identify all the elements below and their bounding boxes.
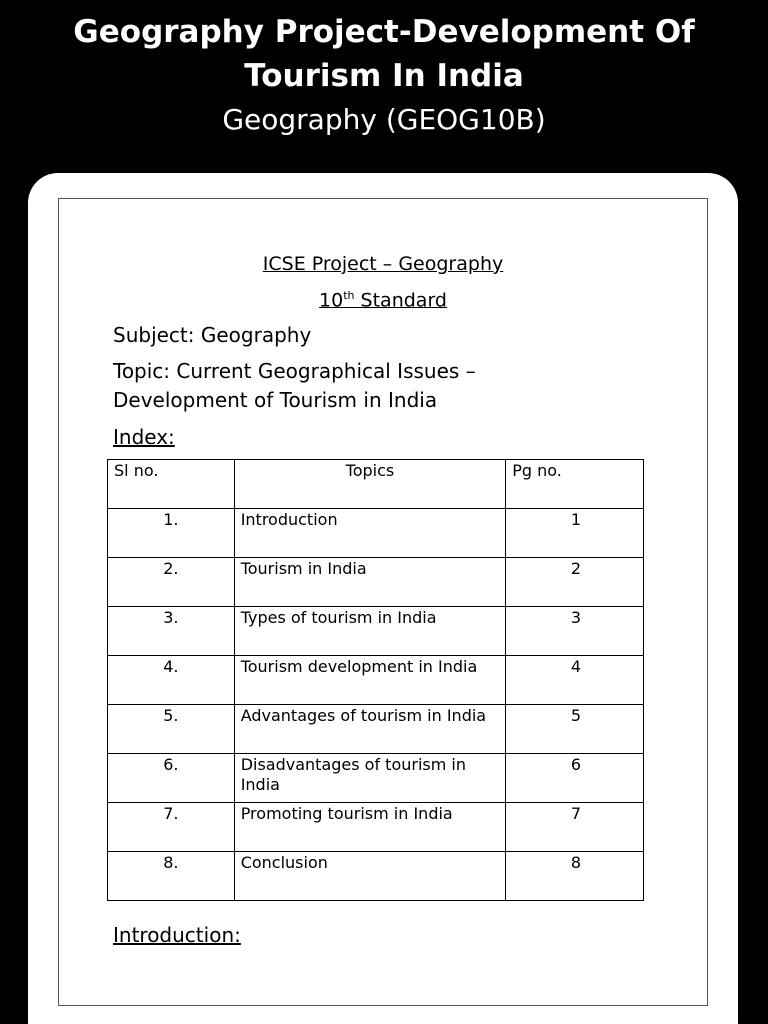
row-page: 6 bbox=[506, 754, 644, 803]
subject-line: Subject: Geography bbox=[113, 323, 312, 347]
column-header-topics: Topics bbox=[234, 460, 506, 509]
table-row bbox=[108, 558, 644, 607]
table-row bbox=[108, 656, 644, 705]
row-topic: Tourism development in India bbox=[234, 656, 506, 705]
row-sl: 2. bbox=[108, 558, 235, 607]
row-page: 8 bbox=[506, 852, 644, 901]
row-page: 4 bbox=[506, 656, 644, 705]
topic-line-1: Topic: Current Geographical Issues – bbox=[113, 359, 476, 383]
page-title: Geography Project-Development Of Tourism In India bbox=[73, 14, 695, 94]
row-sl: 1. bbox=[108, 509, 235, 558]
row-page: 3 bbox=[506, 607, 644, 656]
row-topic: Introduction bbox=[234, 509, 506, 558]
row-topic: Conclusion bbox=[234, 852, 506, 901]
table-row bbox=[108, 754, 644, 803]
row-sl: 8. bbox=[108, 852, 235, 901]
row-page: 1 bbox=[506, 509, 644, 558]
page-header bbox=[0, 0, 768, 170]
index-label: Index: bbox=[113, 425, 175, 449]
row-sl: 4. bbox=[108, 656, 235, 705]
introduction-heading: Introduction: bbox=[113, 923, 241, 947]
row-sl: 5. bbox=[108, 705, 235, 754]
standard-label: Standard bbox=[354, 289, 447, 312]
table-row bbox=[108, 607, 644, 656]
index-table bbox=[107, 459, 644, 901]
row-page: 7 bbox=[506, 803, 644, 852]
column-header-pg: Pg no. bbox=[506, 460, 644, 509]
document-heading: ICSE Project – Geography bbox=[262, 253, 504, 275]
table-row bbox=[108, 509, 644, 558]
row-sl: 6. bbox=[108, 754, 235, 803]
row-page: 2 bbox=[506, 558, 644, 607]
course-subtitle: Geography (GEOG10B) bbox=[222, 103, 546, 136]
standard-heading bbox=[59, 289, 707, 311]
standard-number: 10 bbox=[319, 289, 344, 312]
standard-suffix: th bbox=[343, 289, 355, 302]
row-page: 5 bbox=[506, 705, 644, 754]
row-topic: Tourism in India bbox=[234, 558, 506, 607]
row-sl: 7. bbox=[108, 803, 235, 852]
document-page[interactable] bbox=[58, 198, 708, 1006]
row-topic: Advantages of tourism in India bbox=[234, 705, 506, 754]
table-header-row bbox=[108, 460, 644, 509]
row-sl: 3. bbox=[108, 607, 235, 656]
row-topic: Types of tourism in India bbox=[234, 607, 506, 656]
row-topic: Promoting tourism in India bbox=[234, 803, 506, 852]
table-row bbox=[108, 705, 644, 754]
topic-line-2: Development of Tourism in India bbox=[113, 388, 438, 412]
table-row bbox=[108, 852, 644, 901]
column-header-sl: Sl no. bbox=[108, 460, 235, 509]
table-row bbox=[108, 803, 644, 852]
row-topic: Disadvantages of tourism in India bbox=[234, 754, 506, 803]
